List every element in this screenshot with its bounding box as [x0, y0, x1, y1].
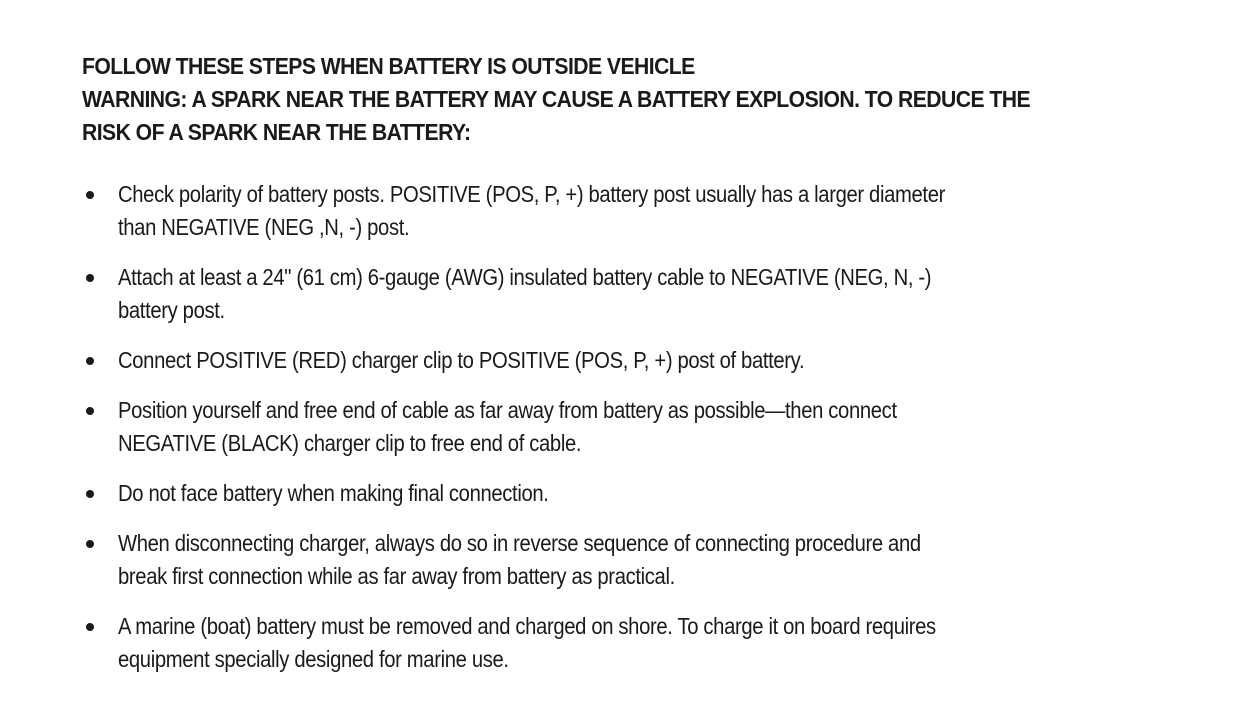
bullet-icon	[86, 623, 94, 631]
list-item	[82, 527, 1192, 593]
heading-warning-line-2: RISK OF A SPARK NEAR THE BATTERY:	[82, 119, 471, 145]
list-item	[82, 394, 1192, 460]
bullet-icon	[86, 274, 94, 282]
bullet-icon	[86, 407, 94, 415]
steps-list	[82, 178, 1192, 693]
instructions-page	[82, 50, 1192, 672]
warning-heading	[82, 50, 1186, 149]
step-text-line: NEGATIVE (BLACK) charger clip to free end of cable.	[118, 430, 582, 456]
list-item	[82, 610, 1192, 676]
step-text-line: battery post.	[118, 297, 225, 323]
list-item	[82, 344, 1192, 377]
step-text-line: A marine (boat) battery must be removed and charged on shore. To charge it on board requires	[118, 613, 936, 639]
step-text-line: Attach at least a 24" (61 cm) 6-gauge (AWG) insulated battery cable to NEGATIVE (NEG, N, -)	[118, 264, 932, 290]
step-text-line: When disconnecting charger, always do so in reverse sequence of connecting procedure and	[118, 530, 921, 556]
list-item	[82, 178, 1192, 244]
bullet-icon	[86, 357, 94, 365]
heading-warning-line-1: WARNING: A SPARK NEAR THE BATTERY MAY CAUSE A BATTERY EXPLOSION. TO REDUCE THE	[82, 86, 1031, 112]
step-text-line: than NEGATIVE (NEG ,N, -) post.	[118, 214, 410, 240]
list-item	[82, 261, 1192, 327]
bullet-icon	[86, 191, 94, 199]
step-text-line: Do not face battery when making final connection.	[118, 480, 549, 506]
step-text-line: Position yourself and free end of cable as far away from battery as possible—then connect	[118, 397, 897, 423]
step-text-line: break first connection while as far away from battery as practical.	[118, 563, 675, 589]
bullet-icon	[86, 540, 94, 548]
step-text-line: equipment specially designed for marine use.	[118, 646, 509, 672]
bullet-icon	[86, 490, 94, 498]
step-text-line: Connect POSITIVE (RED) charger clip to POSITIVE (POS, P, +) post of battery.	[118, 347, 805, 373]
list-item	[82, 477, 1192, 510]
step-text-line: Check polarity of battery posts. POSITIVE (POS, P, +) battery post usually has a larger diameter	[118, 181, 945, 207]
heading-title: FOLLOW THESE STEPS WHEN BATTERY IS OUTSIDE VEHICLE	[82, 53, 695, 79]
